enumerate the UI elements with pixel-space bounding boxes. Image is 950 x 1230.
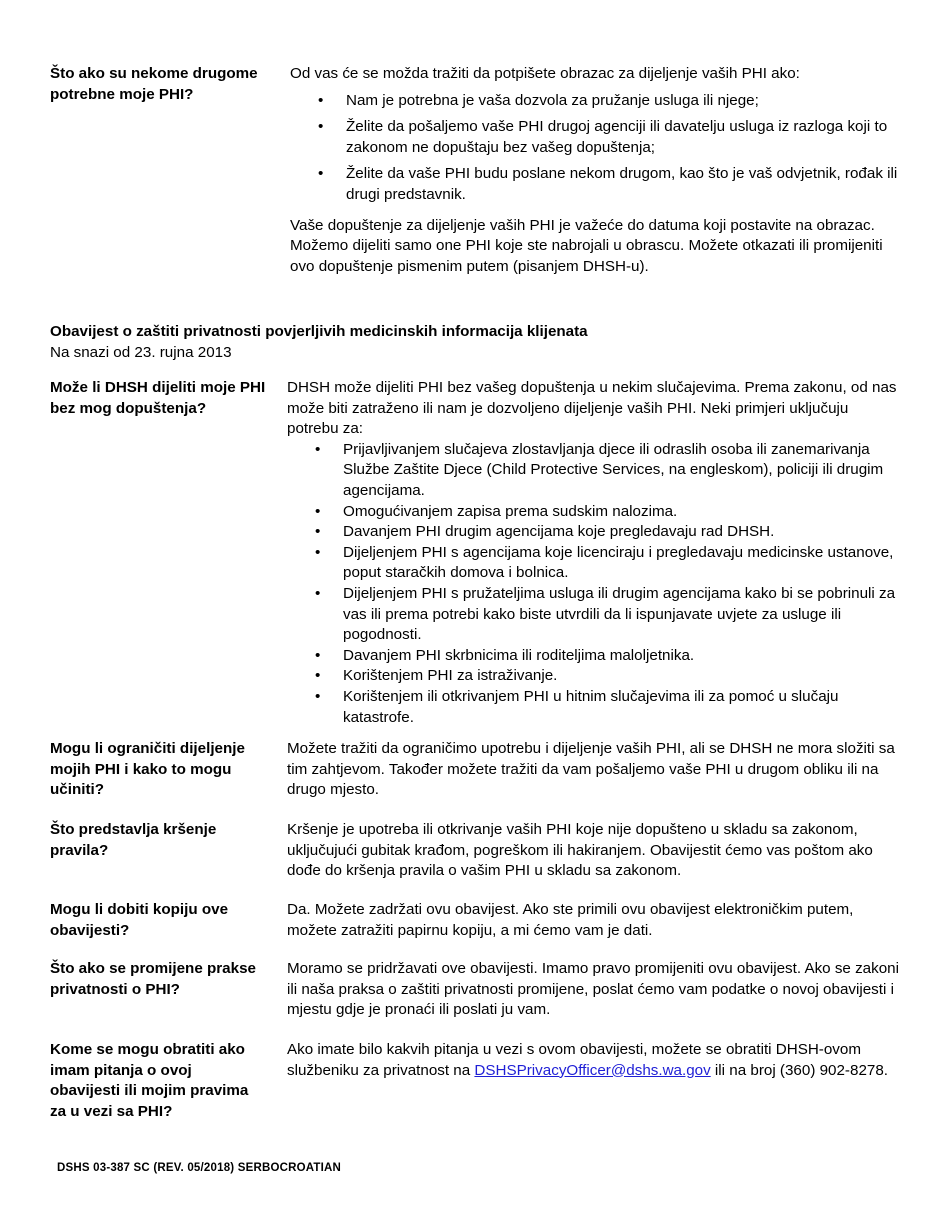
answer-intro: DHSH može dijeliti PHI bez vašeg dopuštenja u nekim slučajevima. Prema zakonu, od nas može biti zatraženo ili nam je dozvoljeno dijeljenje vaših PHI. Neki primjeri uključuju potrebu za: xyxy=(287,379,897,438)
list-item: • Želite da vaše PHI budu poslane nekom drugom, kao što je vaš odvjetnik, rođak ili drugi predstavnik. xyxy=(318,165,898,203)
list-item: • Želite da pošaljemo vaše PHI drugoj agenciji ili davatelju usluga iz razloga koji to zakonom ne dopuštaju bez vašeg dopuštenja; xyxy=(318,118,888,156)
effective-date: Na snazi od 23. rujna 2013 xyxy=(50,343,232,361)
notice-title: Obavijest o zaštiti privatnosti povjerljivih medicinskih informacija klijenata xyxy=(50,323,588,340)
notice-heading xyxy=(50,322,900,363)
list-item: • Dijeljenjem PHI s pružateljima usluga ili drugim agencijama kako bi se pobrinuli za vas ili prema potrebi kako biste utvrdili da li ispunjavate uvjete za usluge ili pogodnosti. xyxy=(315,584,896,644)
list-item: • Korištenjem ili otkrivanjem PHI u hitnim slučajevima ili za pomoć u slučaju katastrofe. xyxy=(315,687,839,726)
list-item: • Dijeljenjem PHI s agencijama koje licenciraju i pregledavaju medicinske ustanove, poput staračkih domova i bolnica. xyxy=(315,543,894,582)
question-heading: Što ako su nekome drugome potrebne moje PHI? xyxy=(50,65,258,103)
bullet-icon: • xyxy=(318,118,324,136)
answer-intro: Od vas će se možda tražiti da potpišete obrazac za dijeljenje vaših PHI ako: xyxy=(290,65,800,82)
question-heading: Mogu li ograničiti dijeljenje mojih PHI i kako to mogu učiniti? xyxy=(50,740,245,799)
bullet-icon: • xyxy=(315,687,321,705)
list-item: • Davanjem PHI drugim agencijama koje pregledavaju rad DHSH. xyxy=(287,522,902,543)
answer-block xyxy=(287,378,902,728)
bullet-icon: • xyxy=(315,667,321,685)
answer-text: Možete tražiti da ograničimo upotrebu i dijeljenje vaših PHI, ali se DHSH ne mora složiti sa tim zahtjevom. Također možete tražiti da vam pošaljemo vaše PHI u drugom obliku ili na drugo mjesto. xyxy=(287,740,895,799)
privacy-officer-email-link[interactable]: DSHSPrivacyOfficer@dshs.wa.gov xyxy=(474,1061,711,1079)
bullet-icon: • xyxy=(315,646,321,664)
bullet-icon: • xyxy=(315,502,321,520)
question-heading: Mogu li dobiti kopiju ove obavijesti? xyxy=(50,901,229,939)
answer-text: Kršenje je upotreba ili otkrivanje vaših PHI koje nije dopušteno u skladu sa zakonom, uključujući gubitak krađom, pogreškom ili hakiranjem. Obavijestit ćemo vas poštom ako dođe do kršenja pravila o vašim PHI u skladu sa zakonom. xyxy=(287,821,873,880)
answer-block xyxy=(290,64,902,277)
question-heading: Što ako se promijene prakse privatnosti o PHI? xyxy=(50,960,256,998)
list-item: • Prijavljivanjem slučajeva zlostavljanja djece ili odraslih osoba ili zanemarivanja Službe Zaštite Djece (Child Protective Services, na engleskom), policiji ili drugim agencijama. xyxy=(315,440,884,499)
bullet-icon: • xyxy=(315,523,321,541)
list-item: • Omogućivanjem zapisa prema sudskim nalozima. xyxy=(287,502,902,523)
bullet-list xyxy=(287,440,902,728)
answer-text: Da. Možete zadržati ovu obavijest. Ako ste primili ovu obavijest elektroničkim putem, možete zatražiti papirnu kopiju, a mi ćemo vam je dati. xyxy=(287,901,854,939)
answer-text: Moramo se pridržavati ove obavijesti. Imamo pravo promijeniti ovu obavijest. Ako se zakoni ili naša praksa o zaštiti privatnosti promijene, poslat ćemo vam podatke o novoj obavijesti i mjestu gdje je pronaći ili poslati ju vam. xyxy=(287,960,899,1019)
bullet-list xyxy=(290,91,902,206)
question-heading: Što predstavlja kršenje pravila? xyxy=(50,821,217,859)
question-heading: Kome se mogu obratiti ako imam pitanja o ovoj obavijesti ili mojim pravima za u vezi sa PHI? xyxy=(50,1041,249,1120)
answer-closing: Vaše dopuštenje za dijeljenje vaših PHI je važeće do datuma koji postavite na obrazac. Možemo dijeliti samo one PHI koje ste nabrojali u obrascu. Možete otkazati ili promijeniti ovo dopuštenje pismenim putem (pisanjem DHSH-u). xyxy=(290,216,883,275)
form-id-footer: DSHS 03-387 SC (REV. 05/2018) SERBOCROATIAN xyxy=(57,1162,342,1174)
bullet-icon: • xyxy=(318,165,324,183)
list-item: • Korištenjem PHI za istraživanje. xyxy=(287,666,902,687)
question-heading: Može li DHSH dijeliti moje PHI bez mog dopuštenja? xyxy=(50,379,266,417)
bullet-icon: • xyxy=(315,543,321,561)
list-item: • Nam je potrebna je vaša dozvola za pružanje usluga ili njege; xyxy=(290,91,902,112)
bullet-icon: • xyxy=(315,584,321,602)
answer-text: Ako imate bilo kakvih pitanja u vezi s ovom obavijesti, možete se obratiti DHSH-ovom službeniku za privatnost na DSHSPrivacyOfficer@dshs.wa.gov ili na broj (360) 902-8278. xyxy=(287,1041,888,1079)
list-item: • Davanjem PHI skrbnicima ili roditeljima maloljetnika. xyxy=(287,646,902,667)
bullet-icon: • xyxy=(318,91,324,109)
bullet-icon: • xyxy=(315,440,321,458)
